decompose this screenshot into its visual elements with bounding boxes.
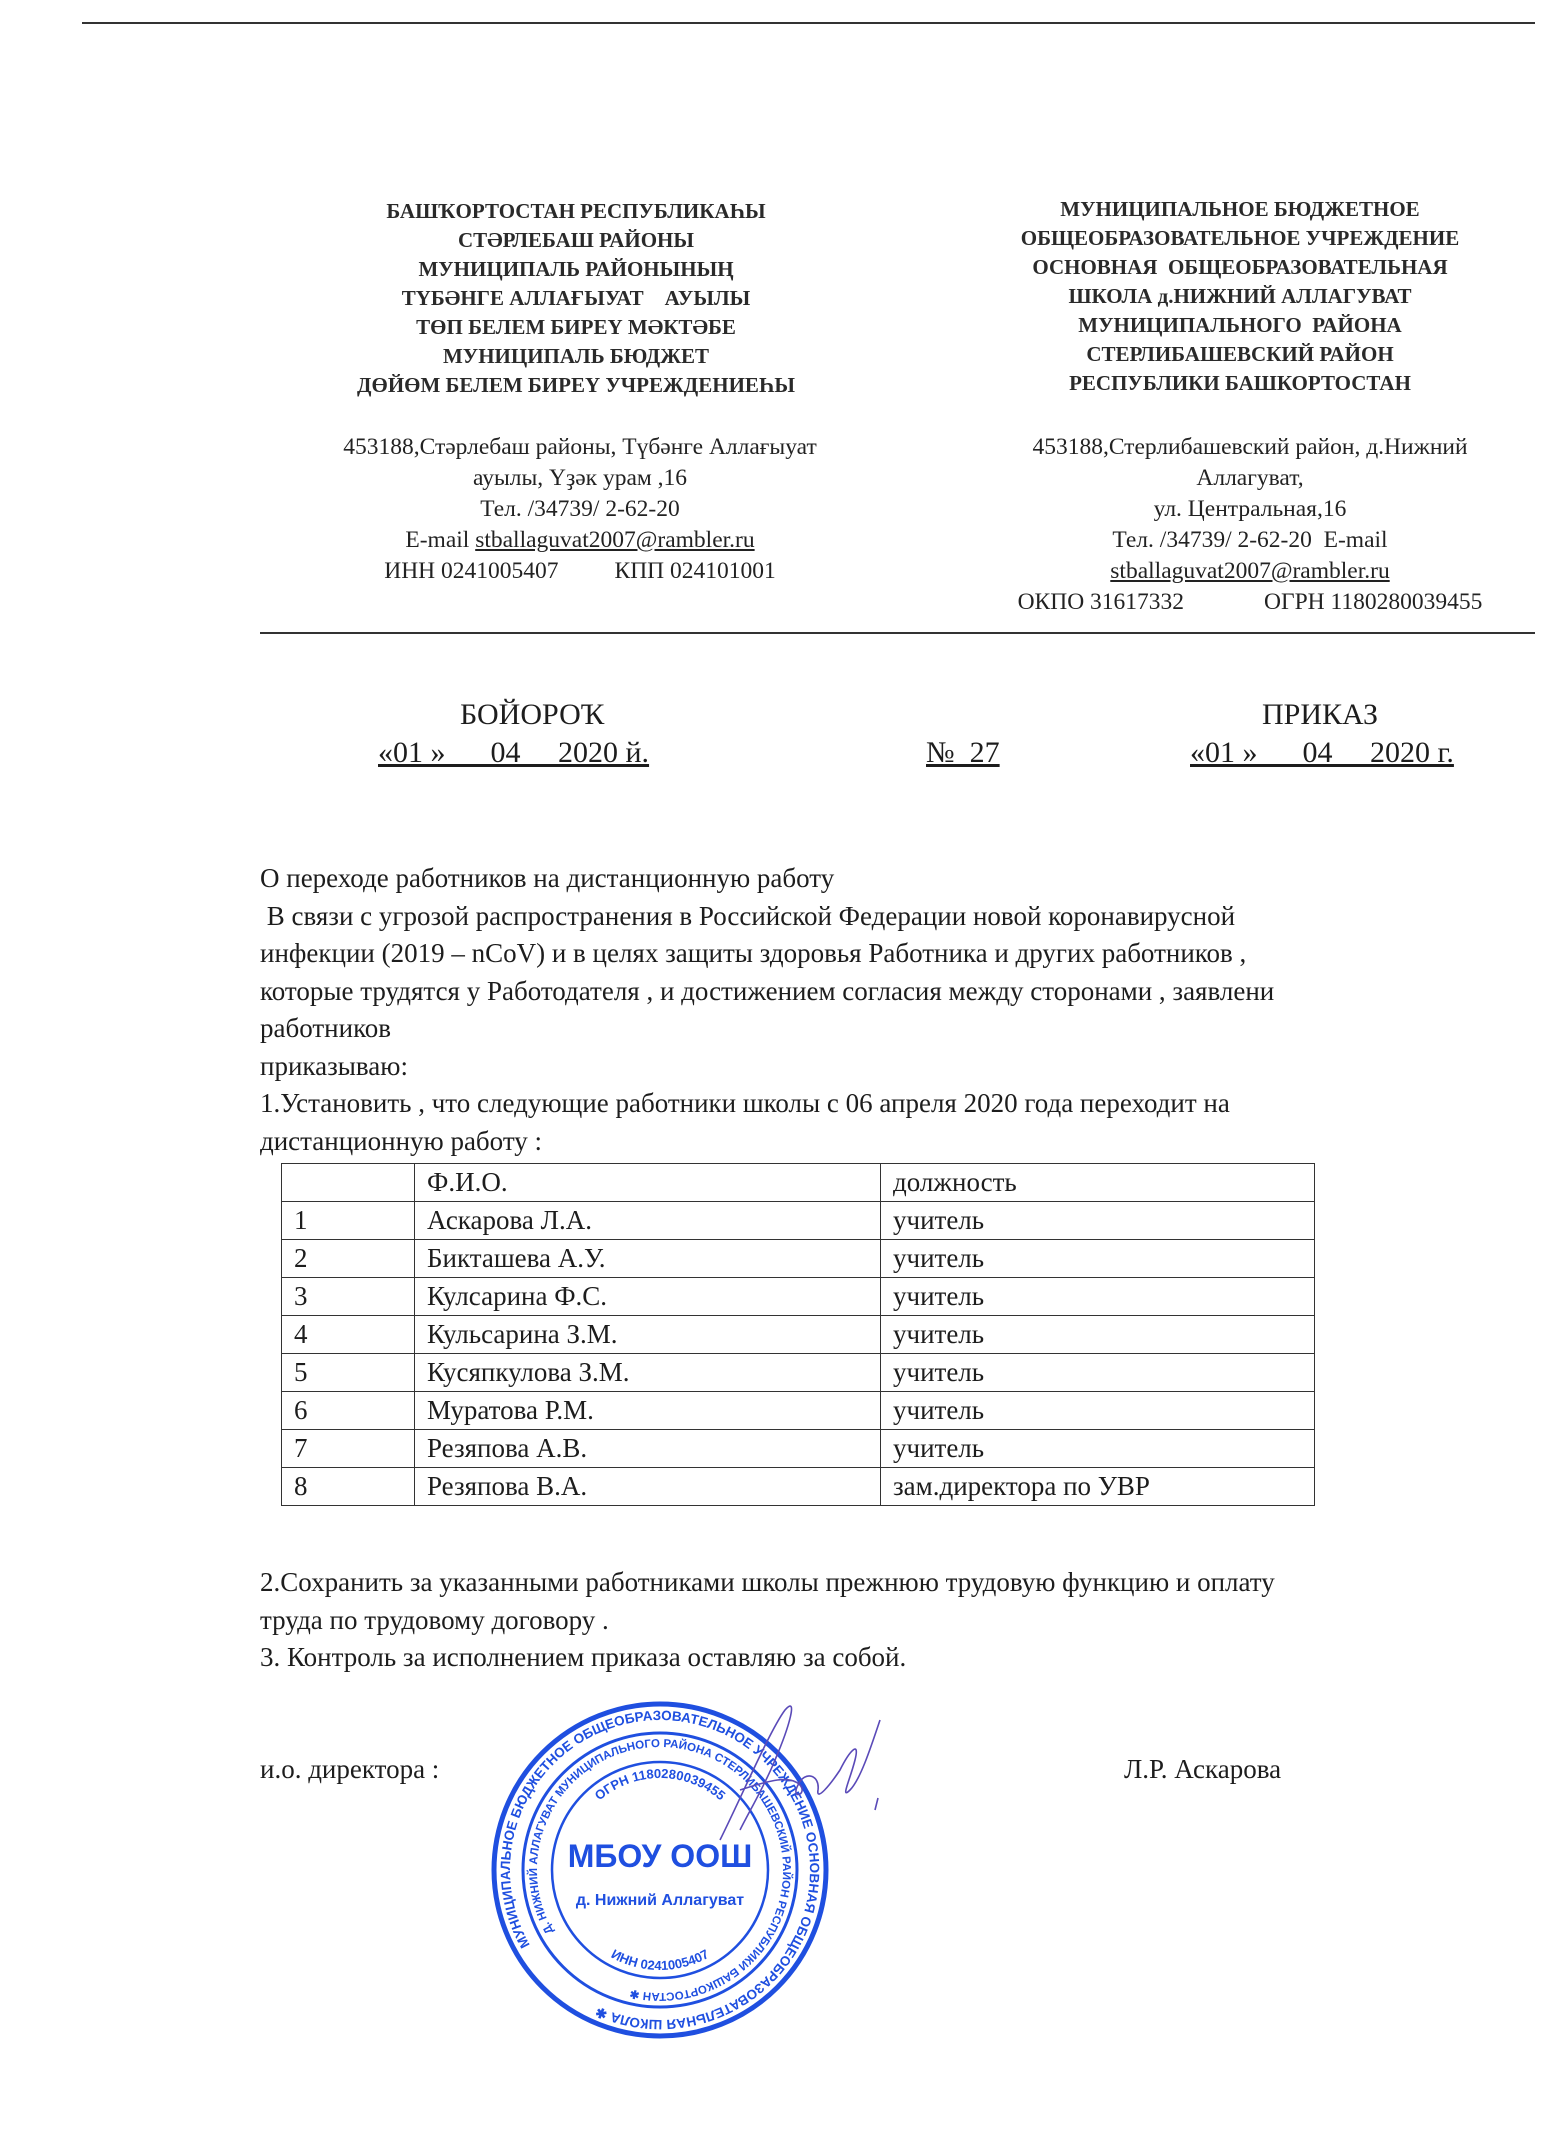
- header-cell-name: Ф.И.О.: [415, 1164, 881, 1202]
- header-line: ТҮБӘНГЕ АЛЛАҒЫУАТ АУЫЛЫ: [401, 286, 751, 310]
- email-label: E-mail: [405, 527, 470, 553]
- remote-employees-table: [281, 1163, 1315, 1506]
- table-header-row: [282, 1164, 1315, 1202]
- handwritten-signature: [680, 1690, 900, 1850]
- address-line: 453188,Стәрлебаш районы, Түбәнге Аллағыуат: [343, 434, 817, 460]
- cell-position: учитель: [881, 1278, 1315, 1316]
- cell-position: зам.директора по УВР: [881, 1468, 1315, 1506]
- header-left-address: [290, 432, 870, 587]
- item-2-line: труда по трудовому договору .: [260, 1604, 609, 1635]
- stamp-inn: ИНН 0241005407: [608, 1946, 712, 1974]
- header-line: МУНИЦИПАЛЬНОЕ БЮДЖЕТНОЕ: [1060, 197, 1420, 221]
- body-line: В связи с угрозой распространения в Российской Федерации новой коронавирусной: [260, 900, 1236, 931]
- address-line: ауылы, Үҙәк урам ,16: [472, 465, 688, 491]
- cell-position: учитель: [881, 1316, 1315, 1354]
- cell-position: учитель: [881, 1430, 1315, 1468]
- order-word: приказываю:: [260, 1050, 408, 1081]
- cell-position: учитель: [881, 1354, 1315, 1392]
- header-cell-number: [282, 1164, 415, 1202]
- inn: ИНН 0241005407: [384, 558, 559, 584]
- header-line: СТЕРЛИБАШЕВСКИЙ РАЙОН: [1086, 342, 1394, 366]
- order-title-bashkir: БОЙОРОҠ: [460, 698, 605, 731]
- cell-number: 5: [282, 1354, 415, 1392]
- kpp: КПП 024101001: [614, 558, 776, 584]
- order-number: [926, 736, 1000, 770]
- address-line: Аллагуват,: [1196, 465, 1304, 491]
- header-right-org-name: [960, 195, 1520, 398]
- cell-number: 2: [282, 1240, 415, 1278]
- body-line: которые трудятся у Работодателя , и достижением согласия между сторонами , заявлени: [260, 975, 1275, 1006]
- header-line: РЕСПУБЛИКИ БАШКОРТОСТАН: [1069, 371, 1411, 395]
- body-line: инфекции (2019 – nCoV) и в целях защиты здоровья Работника и других работников ,: [260, 938, 1247, 968]
- cell-number: 3: [282, 1278, 415, 1316]
- email-link[interactable]: stballaguvat2007@rambler.ru: [475, 527, 755, 553]
- table-row: [282, 1392, 1315, 1430]
- table-row: [282, 1240, 1315, 1278]
- address-line: ул. Центральная,16: [1153, 496, 1347, 522]
- header-line: ШКОЛА д.НИЖНИЙ АЛЛАГУВАТ: [1068, 284, 1412, 308]
- header-line: ДӨЙӨМ БЕЛЕМ БИРЕҮ УЧРЕЖДЕНИЕҺЫ: [357, 373, 795, 397]
- cell-name: Кусяпкулова З.М.: [415, 1354, 881, 1392]
- item-1-line: дистанционную работу :: [260, 1125, 543, 1156]
- cell-name: Кульсарина З.М.: [415, 1316, 881, 1354]
- item-1-line: 1.Установить , что следующие работники школы с 06 апреля 2020 года переходит на: [260, 1088, 1230, 1118]
- phone: Тел. /34739/ 2-62-20: [480, 496, 680, 522]
- header-right-address: [960, 432, 1540, 618]
- header-line: ТӨП БЕЛЕМ БИРЕҮ МӘКТӘБЕ: [416, 315, 736, 339]
- header-line: БАШҠОРТОСТАН РЕСПУБЛИКАҺЫ: [386, 199, 766, 223]
- stamp-center-title: МБОУ ООШ: [567, 1838, 753, 1874]
- table-row: [282, 1354, 1315, 1392]
- order-subject: О переходе работников на дистанционную работу: [260, 863, 835, 893]
- cell-number: 7: [282, 1430, 415, 1468]
- ogrn: ОГРН 1180280039455: [1264, 589, 1483, 615]
- stamp-inner-text: Д. НИЖНИЙ АЛЛАГУВАТ МУНИЦИПАЛЬНОГО РАЙОНА СТЕРЛИБАШЕВСКИЙ РАЙОН РЕСПУБЛИКИ БАШКОРТОСТАН ✱: [527, 1737, 793, 2003]
- table-row: [282, 1316, 1315, 1354]
- header-divider: [260, 632, 1535, 634]
- order-date-bashkir: «01 » 04 2020 й.: [378, 736, 650, 769]
- order-title-russian: ПРИКАЗ: [1262, 698, 1378, 731]
- table-row: [282, 1468, 1315, 1506]
- address-line: 453188,Стерлибашевский район, д.Нижний: [1032, 434, 1468, 460]
- signatory-name: Л.Р. Аскарова: [1124, 1754, 1282, 1784]
- cell-position: учитель: [881, 1202, 1315, 1240]
- header-left-org-name: [300, 197, 852, 400]
- cell-number: 8: [282, 1468, 415, 1506]
- cell-position: учитель: [881, 1392, 1315, 1430]
- item-3: 3. Контроль за исполнением приказа оставляю за собой.: [260, 1642, 907, 1672]
- table-row: [282, 1430, 1315, 1468]
- table-row: [282, 1278, 1315, 1316]
- header-line: МУНИЦИПАЛЬНОГО РАЙОНА: [1078, 313, 1402, 337]
- cell-name: Резяпова В.А.: [415, 1468, 881, 1506]
- table-row: [282, 1202, 1315, 1240]
- phone: Тел. /34739/ 2-62-20 E-mail: [1112, 527, 1388, 553]
- header-line: МУНИЦИПАЛЬ БЮДЖЕТ: [442, 344, 710, 368]
- header-line: СТӘРЛЕБАШ РАЙОНЫ: [457, 228, 695, 252]
- cell-name: Резяпова А.В.: [415, 1430, 881, 1468]
- stamp-ogrn: ОГРН 1180280039455: [591, 1765, 729, 1804]
- cell-name: Кулсарина Ф.С.: [415, 1278, 881, 1316]
- header-line: ОБЩЕОБРАЗОВАТЕЛЬНОЕ УЧРЕЖДЕНИЕ: [1020, 226, 1460, 250]
- email-link[interactable]: stballaguvat2007@rambler.ru: [1110, 558, 1390, 584]
- cell-name: Бикташева А.У.: [415, 1240, 881, 1278]
- order-number-text: № 27: [926, 736, 1000, 769]
- order-date-russian: «01 » 04 2020 г.: [1190, 736, 1454, 769]
- cell-number: 1: [282, 1202, 415, 1240]
- order-items: [260, 1564, 1275, 1677]
- body-line: работников: [260, 1013, 392, 1043]
- cell-name: Муратова Р.М.: [415, 1392, 881, 1430]
- stamp-center-subtitle: д. Нижний Аллагуват: [575, 1892, 745, 1909]
- svg-text:ИНН 0241005407: [609, 1946, 711, 1973]
- signatory-role: и.о. директора :: [260, 1754, 440, 1784]
- cell-name: Аскарова Л.А.: [415, 1202, 881, 1240]
- cell-position: учитель: [881, 1240, 1315, 1278]
- scan-top-border: [82, 22, 1535, 24]
- cell-number: 4: [282, 1316, 415, 1354]
- header-cell-position: должность: [881, 1164, 1315, 1202]
- header-line: МУНИЦИПАЛЬ РАЙОНЫНЫҢ: [418, 257, 734, 281]
- stamp-outer-text: МУНИЦИПАЛЬНОЕ БЮДЖЕТНОЕ ОБЩЕОБРАЗОВАТЕЛЬНОЕ УЧРЕЖДЕНИЕ ОСНОВНАЯ ОБЩЕОБРАЗОВАТЕЛЬНАЯ ШКОЛА ✱: [497, 1707, 823, 2033]
- header-line: ОСНОВНАЯ ОБЩЕОБРАЗОВАТЕЛЬНАЯ: [1032, 255, 1448, 279]
- order-body: [260, 860, 1551, 1160]
- okpo: ОКПО 31617332: [1017, 589, 1185, 615]
- cell-number: 6: [282, 1392, 415, 1430]
- item-2-line: 2.Сохранить за указанными работниками школы прежнюю трудовую функцию и оплату: [260, 1567, 1275, 1597]
